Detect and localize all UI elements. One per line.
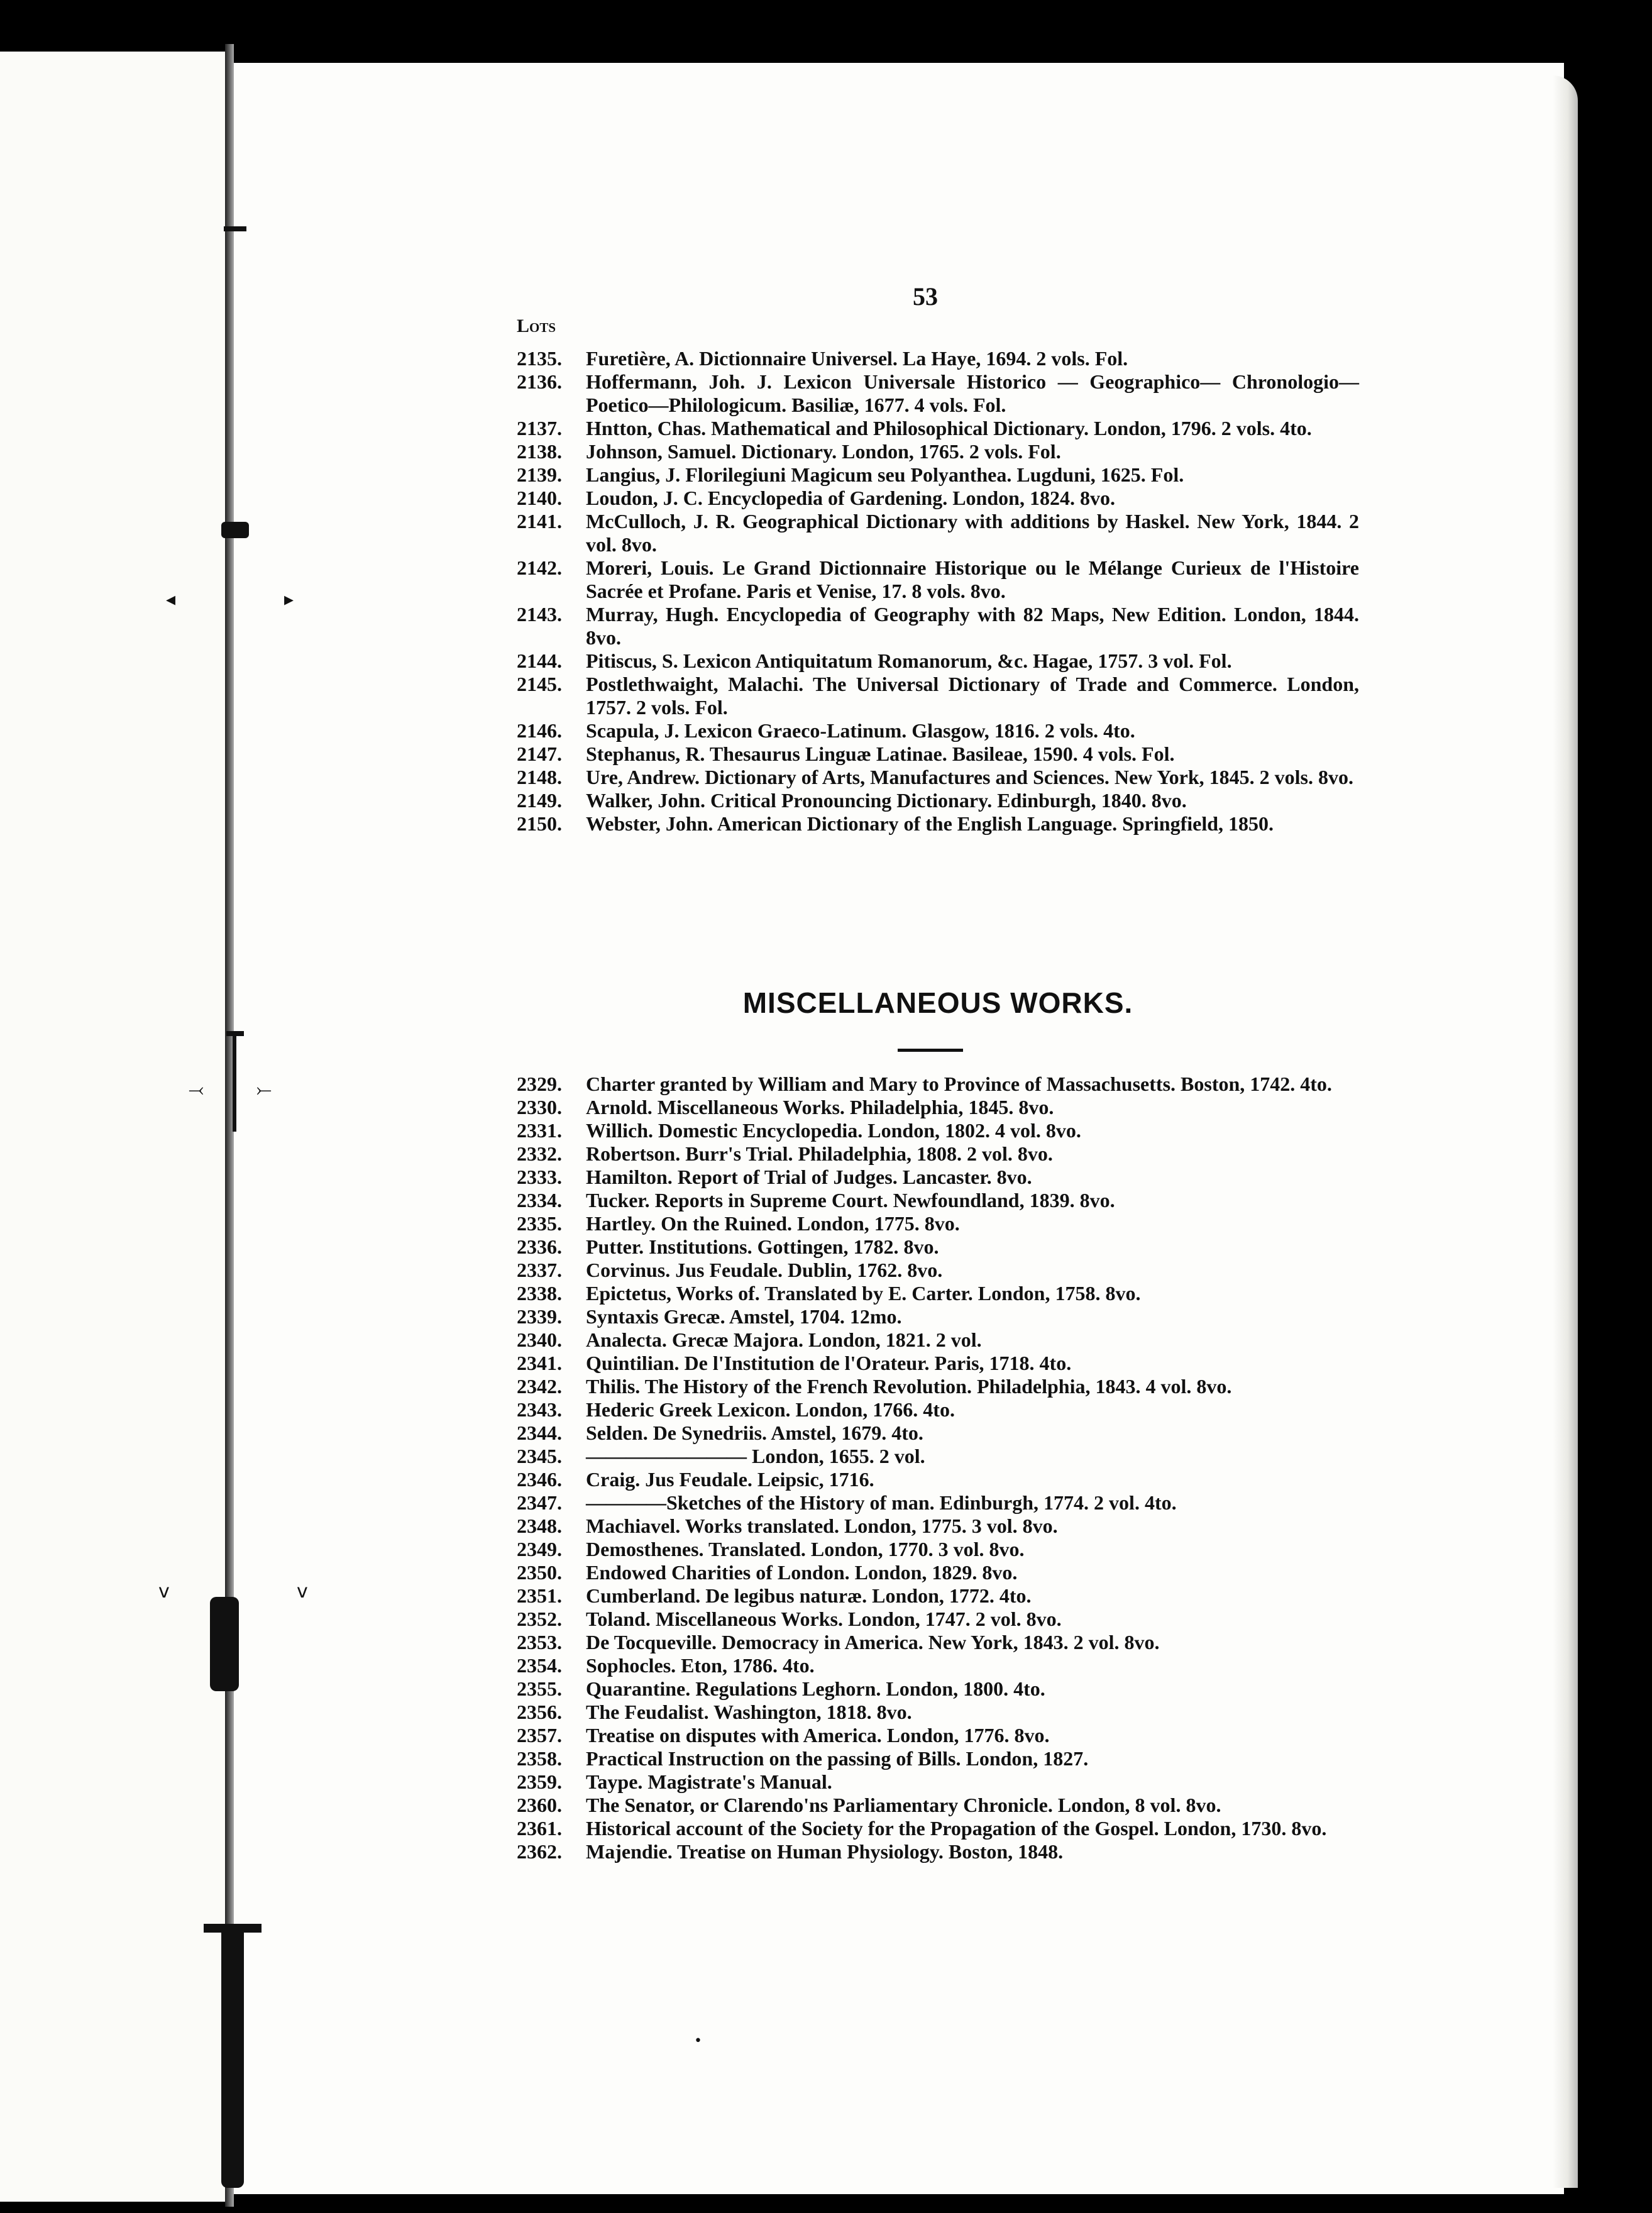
- lot-number: 2357.: [517, 1724, 562, 1747]
- lot-number: 2353.: [517, 1631, 562, 1653]
- binding-mark: [204, 1924, 262, 1933]
- catalogue-entry: [517, 1794, 1359, 1817]
- lot-description: Hamilton. Report of Trial of Judges. Lancaster. 8vo.: [586, 1166, 1032, 1188]
- catalogue-entry: [517, 1189, 1359, 1212]
- catalogue-entry: [517, 440, 1359, 463]
- lot-number: 2136.: [517, 370, 562, 393]
- lot-description: Demosthenes. Translated. London, 1770. 3 vol. 8vo.: [586, 1538, 1025, 1560]
- lot-description: Johnson, Samuel. Dictionary. London, 1765. 2 vols. Fol.: [586, 440, 1061, 463]
- lot-number: 2145.: [517, 673, 562, 695]
- lot-number: 2358.: [517, 1747, 562, 1770]
- catalogue-entry: [517, 1491, 1359, 1515]
- lot-number: 2355.: [517, 1677, 562, 1700]
- lot-number: 2333.: [517, 1166, 562, 1188]
- binding-mark: [224, 226, 246, 231]
- lot-description: Quarantine. Regulations Leghorn. London, 1800. 4to.: [586, 1677, 1045, 1700]
- lot-description: Murray, Hugh. Encyclopedia of Geography with 82 Maps, New Edition. London, 1844. 8vo.: [586, 603, 1359, 649]
- catalogue-entry: [517, 1515, 1359, 1538]
- catalogue-entry: [517, 1398, 1359, 1421]
- catalogue-entry: [517, 556, 1359, 603]
- catalogue-entry: [517, 1282, 1359, 1305]
- catalogue-entry: [517, 1421, 1359, 1445]
- catalogue-entry: [517, 1142, 1359, 1166]
- catalogue-entry: [517, 1212, 1359, 1235]
- catalogue-entry: [517, 417, 1359, 440]
- lot-description: The Senator, or Clarendo'ns Parliamentary Chronicle. London, 8 vol. 8vo.: [586, 1794, 1221, 1816]
- lot-number: 2139.: [517, 463, 562, 486]
- margin-mark: ⤙: [189, 1079, 204, 1101]
- lot-description: Loudon, J. C. Encyclopedia of Gardening. London, 1824. 8vo.: [586, 487, 1115, 509]
- catalogue-entry: [517, 1096, 1359, 1119]
- lot-description: Langius, J. Florilegiuni Magicum seu Polyanthea. Lugduni, 1625. Fol.: [586, 463, 1184, 486]
- margin-mark: ▸: [284, 588, 294, 610]
- lot-number: 2137.: [517, 417, 562, 439]
- lot-description: Craig. Jus Feudale. Leipsic, 1716.: [586, 1468, 874, 1491]
- lot-number: 2148.: [517, 766, 562, 788]
- lot-description: Robertson. Burr's Trial. Philadelphia, 1808. 2 vol. 8vo.: [586, 1142, 1053, 1165]
- lot-description: Epictetus, Works of. Translated by E. Carter. London, 1758. 8vo.: [586, 1282, 1141, 1305]
- catalogue-entry: [517, 1724, 1359, 1747]
- catalogue-entry: [517, 1166, 1359, 1189]
- catalogue-entry: [517, 510, 1359, 556]
- catalogue-entry: [517, 766, 1359, 789]
- lot-description: Charter granted by William and Mary to Province of Massachusetts. Boston, 1742. 4to.: [586, 1073, 1332, 1095]
- lot-number: 2144.: [517, 649, 562, 672]
- lot-description: Tucker. Reports in Supreme Court. Newfoundland, 1839. 8vo.: [586, 1189, 1115, 1211]
- catalogue-entry: [517, 1608, 1359, 1631]
- lot-description: Scapula, J. Lexicon Graeco-Latinum. Glasgow, 1816. 2 vols. 4to.: [586, 719, 1135, 742]
- lot-description: Hoffermann, Joh. J. Lexicon Universale Historico — Geographico— Chronologio—Poetico—Philologicum. Basiliæ, 1677. 4 vols. Fol.: [586, 370, 1359, 416]
- lot-number: 2349.: [517, 1538, 562, 1560]
- lot-number: 2345.: [517, 1445, 562, 1467]
- lot-number: 2331.: [517, 1119, 562, 1142]
- catalogue-entry: [517, 1677, 1359, 1701]
- lot-description: The Feudalist. Washington, 1818. 8vo.: [586, 1701, 912, 1723]
- lot-number: 2330.: [517, 1096, 562, 1118]
- lot-number: 2356.: [517, 1701, 562, 1723]
- lot-number: 2146.: [517, 719, 562, 742]
- lot-description: Ure, Andrew. Dictionary of Arts, Manufactures and Sciences. New York, 1845. 2 vols. 8vo.: [586, 766, 1353, 788]
- lot-number: 2334.: [517, 1189, 562, 1211]
- lot-number: 2335.: [517, 1212, 562, 1235]
- catalogue-entry: [517, 1259, 1359, 1282]
- lot-description: Webster, John. American Dictionary of the English Language. Springfield, 1850.: [586, 812, 1274, 835]
- lot-description: Stephanus, R. Thesaurus Linguæ Latinae. Basileae, 1590. 4 vols. Fol.: [586, 742, 1175, 765]
- lot-number: 2343.: [517, 1398, 562, 1421]
- lot-number: 2344.: [517, 1421, 562, 1444]
- page-number: 53: [913, 282, 938, 311]
- lot-number: 2150.: [517, 812, 562, 835]
- lot-number: 2354.: [517, 1654, 562, 1677]
- lot-description: Syntaxis Grecæ. Amstel, 1704. 12mo.: [586, 1305, 902, 1328]
- lot-number: 2359.: [517, 1770, 562, 1793]
- margin-mark: ⤚: [256, 1079, 272, 1101]
- lot-description: Thilis. The History of the French Revolution. Philadelphia, 1843. 4 vol. 8vo.: [586, 1375, 1232, 1398]
- lot-number: 2142.: [517, 556, 562, 579]
- lot-number: 2336.: [517, 1235, 562, 1258]
- lot-number: 2141.: [517, 510, 562, 533]
- catalogue-entry: [517, 719, 1359, 742]
- catalogue-entry: [517, 1584, 1359, 1608]
- lot-number: 2352.: [517, 1608, 562, 1630]
- lot-number: 2135.: [517, 347, 562, 370]
- binding-mark: [221, 522, 249, 538]
- catalogue-entry: [517, 649, 1359, 673]
- catalogue-entry: [517, 812, 1359, 836]
- binding-mark: [221, 1924, 244, 2188]
- catalogue-entry: [517, 1631, 1359, 1654]
- lot-number: 2140.: [517, 487, 562, 509]
- lot-number: 2143.: [517, 603, 562, 626]
- catalogue-entry: [517, 789, 1359, 812]
- margin-mark: v: [297, 1581, 308, 1603]
- lot-number: 2339.: [517, 1305, 562, 1328]
- lot-number: 2329.: [517, 1073, 562, 1095]
- catalogue-entry: [517, 1561, 1359, 1584]
- catalogue-entry: [517, 487, 1359, 510]
- catalogue-entry: [517, 1770, 1359, 1794]
- lot-number: 2341.: [517, 1352, 562, 1374]
- lot-description: Furetière, A. Dictionnaire Universel. La Haye, 1694. 2 vols. Fol.: [586, 347, 1128, 370]
- lot-number: 2340.: [517, 1328, 562, 1351]
- miscellaneous-entries: [517, 1073, 1359, 1863]
- lot-description: ———————— London, 1655. 2 vol.: [586, 1445, 925, 1467]
- lot-description: Quintilian. De l'Institution de l'Orateur. Paris, 1718. 4to.: [586, 1352, 1072, 1374]
- catalogue-entry: [517, 742, 1359, 766]
- lot-description: ————Sketches of the History of man. Edinburgh, 1774. 2 vol. 4to.: [586, 1491, 1177, 1514]
- catalogue-entry: [517, 347, 1359, 370]
- catalogue-entry: [517, 1445, 1359, 1468]
- lot-number: 2149.: [517, 789, 562, 812]
- lot-number: 2342.: [517, 1375, 562, 1398]
- dictionary-entries: [517, 347, 1359, 836]
- page-edge: [1553, 75, 1578, 2188]
- lot-description: Moreri, Louis. Le Grand Dictionnaire Historique ou le Mélange Curieux de l'Histoire Sacrée et Profane. Paris et Venise, 17. 8 vols. 8vo.: [586, 556, 1359, 602]
- catalogue-entry: [517, 1352, 1359, 1375]
- lot-description: Arnold. Miscellaneous Works. Philadelphia, 1845. 8vo.: [586, 1096, 1054, 1118]
- lot-description: Practical Instruction on the passing of Bills. London, 1827.: [586, 1747, 1089, 1770]
- lot-number: 2362.: [517, 1840, 562, 1863]
- lot-description: Taype. Magistrate's Manual.: [586, 1770, 832, 1793]
- lot-number: 2338.: [517, 1282, 562, 1305]
- lot-description: Toland. Miscellaneous Works. London, 1747. 2 vol. 8vo.: [586, 1608, 1062, 1630]
- binding-mark: [210, 1597, 239, 1691]
- lot-description: Hederic Greek Lexicon. London, 1766. 4to.: [586, 1398, 955, 1421]
- lot-description: Cumberland. De legibus naturæ. London, 1772. 4to.: [586, 1584, 1032, 1607]
- binding-mark: [233, 1031, 236, 1132]
- catalogue-entry: [517, 1817, 1359, 1840]
- lot-description: Hartley. On the Ruined. London, 1775. 8vo.: [586, 1212, 960, 1235]
- lot-description: Machiavel. Works translated. London, 1775. 3 vol. 8vo.: [586, 1515, 1058, 1537]
- margin-mark: •: [694, 2033, 702, 2049]
- lot-number: 2147.: [517, 742, 562, 765]
- lot-description: Willich. Domestic Encyclopedia. London, 1802. 4 vol. 8vo.: [586, 1119, 1081, 1142]
- lot-description: Majendie. Treatise on Human Physiology. Boston, 1848.: [586, 1840, 1064, 1863]
- catalogue-entry: [517, 1119, 1359, 1142]
- lots-label: Lots: [517, 316, 556, 336]
- section-rule: [898, 1049, 963, 1052]
- lot-description: Sophocles. Eton, 1786. 4to.: [586, 1654, 815, 1677]
- margin-mark: v: [158, 1581, 170, 1603]
- lot-number: 2332.: [517, 1142, 562, 1165]
- lot-description: Corvinus. Jus Feudale. Dublin, 1762. 8vo.: [586, 1259, 943, 1281]
- catalogue-entry: [517, 1468, 1359, 1491]
- lot-description: Postlethwaight, Malachi. The Universal Dictionary of Trade and Commerce. London, 1757. 2 vols. Fol.: [586, 673, 1359, 719]
- lot-number: 2361.: [517, 1817, 562, 1840]
- lot-description: Analecta. Grecæ Majora. London, 1821. 2 vol.: [586, 1328, 982, 1351]
- lot-number: 2351.: [517, 1584, 562, 1607]
- lot-description: De Tocqueville. Democracy in America. New York, 1843. 2 vol. 8vo.: [586, 1631, 1160, 1653]
- lot-description: McCulloch, J. R. Geographical Dictionary with additions by Haskel. New York, 1844. 2 vol. 8vo.: [586, 510, 1359, 556]
- lot-number: 2346.: [517, 1468, 562, 1491]
- catalogue-entry: [517, 1305, 1359, 1328]
- lot-description: Selden. De Synedriis. Amstel, 1679. 4to.: [586, 1421, 923, 1444]
- lot-number: 2347.: [517, 1491, 562, 1514]
- catalogue-entry: [517, 370, 1359, 417]
- lot-number: 2350.: [517, 1561, 562, 1584]
- lot-description: Pitiscus, S. Lexicon Antiquitatum Romanorum, &c. Hagae, 1757. 3 vol. Fol.: [586, 649, 1232, 672]
- lot-description: Putter. Institutions. Gottingen, 1782. 8vo.: [586, 1235, 939, 1258]
- catalogue-entry: [517, 1235, 1359, 1259]
- lot-number: 2138.: [517, 440, 562, 463]
- catalogue-entry: [517, 463, 1359, 487]
- catalogue-entry: [517, 1328, 1359, 1352]
- lot-description: Treatise on disputes with America. London, 1776. 8vo.: [586, 1724, 1050, 1747]
- catalogue-entry: [517, 1747, 1359, 1770]
- lot-description: Walker, John. Critical Pronouncing Dictionary. Edinburgh, 1840. 8vo.: [586, 789, 1187, 812]
- facing-page: [0, 52, 226, 2202]
- lot-number: 2348.: [517, 1515, 562, 1537]
- catalogue-entry: [517, 1840, 1359, 1863]
- lot-description: Historical account of the Society for the Propagation of the Gospel. London, 1730. 8vo.: [586, 1817, 1327, 1840]
- catalogue-entry: [517, 1073, 1359, 1096]
- catalogue-entry: [517, 1654, 1359, 1677]
- lot-description: Endowed Charities of London. London, 1829. 8vo.: [586, 1561, 1018, 1584]
- catalogue-entry: [517, 673, 1359, 719]
- catalogue-entry: [517, 1538, 1359, 1561]
- catalogue-entry: [517, 603, 1359, 649]
- lot-number: 2360.: [517, 1794, 562, 1816]
- lot-description: Hntton, Chas. Mathematical and Philosophical Dictionary. London, 1796. 2 vols. 4to.: [586, 417, 1312, 439]
- lot-number: 2337.: [517, 1259, 562, 1281]
- section-heading: MISCELLANEOUS WORKS.: [742, 986, 1133, 1019]
- catalogue-entry: [517, 1701, 1359, 1724]
- catalogue-entry: [517, 1375, 1359, 1398]
- margin-mark: ◂: [166, 588, 176, 610]
